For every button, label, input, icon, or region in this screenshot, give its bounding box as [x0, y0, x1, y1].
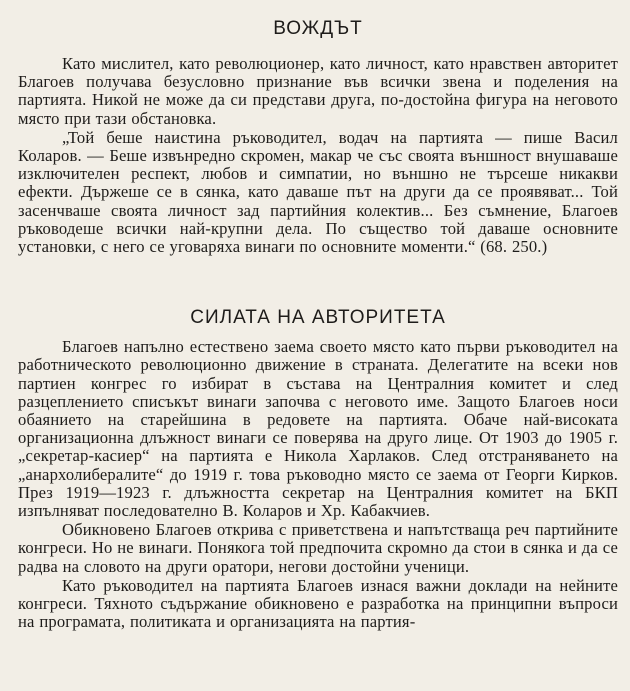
section-title-silata-na-avtoriteta: СИЛАТА НА АВТОРИТЕТА	[190, 307, 446, 329]
section-title-vozhdat: ВОЖДЪТ	[273, 18, 363, 39]
paragraph: Като ръководител на партията Благоев изнася важни доклади на нейните конгреси. Тяхното съдържание обикновено е разработка на принципни въпроси на програмата, политиката и организацията на партия-	[18, 575, 618, 632]
section-gap	[18, 256, 618, 307]
paragraph: Благоев напълно естествено заема своето място като първи ръководител на работническото революционно движение в страната. Делегатите на всеки нов партиен конгрес го избират в състава на Централния комитет и след разцеплението списъкът винаги започва с неговото име. Защото Благоев носи обаянието на старейшина в редовете на партията. Обаче най-високата организационна длъжност винаги се поверява на друго лице. От 1903 до 1905 г. „секретар-касиер“ на партията е Никола Харлаков. След отстраняването на „анархолибералите“ до 1919 г. това ръководно място се заема от Георги Кирков. През 1919—1923 г. длъжността секретар на Централния комитет на БКП изпълняват последователно В. Коларов и Хр. Кабакчиев.	[18, 337, 618, 521]
section-silata-na-avtoriteta	[18, 338, 618, 631]
paragraph: Обикновено Благоев открива с приветствена и напътстваща реч партийните конгреси. Но не винаги. Понякога той предпочита скромно да стои в сянка и да се радва на словото на други оратори, негови достойни ученици.	[18, 520, 618, 576]
section-vozhdat	[18, 55, 618, 256]
paragraph-quote: „Той беше наистина ръководител, водач на партията — пише Васил Коларов. — Беше извънредно скромен, макар че със своята външност внушаваше изключителен респект, любов и симпатии, но външно не търсеше никакви ефекти. Държеше се в сянка, като даваше път на други да се проявяват... Той засенчваше своята личност зад партийния колектив... Без съмнение, Благоев ръководеше всички най-крупни дела. По същество той даваше основните установки, с него се уговаряха винаги по основните моменти.“ (68. 250.)	[18, 127, 618, 257]
paragraph: Като мислител, като революционер, като личност, като нравствен авторитет Благоев получава безусловно признание във всички звена и поделения на партията. Никой не може да си представи друга, по-достойна фигура на неговото място при тази обстановка.	[18, 54, 618, 128]
